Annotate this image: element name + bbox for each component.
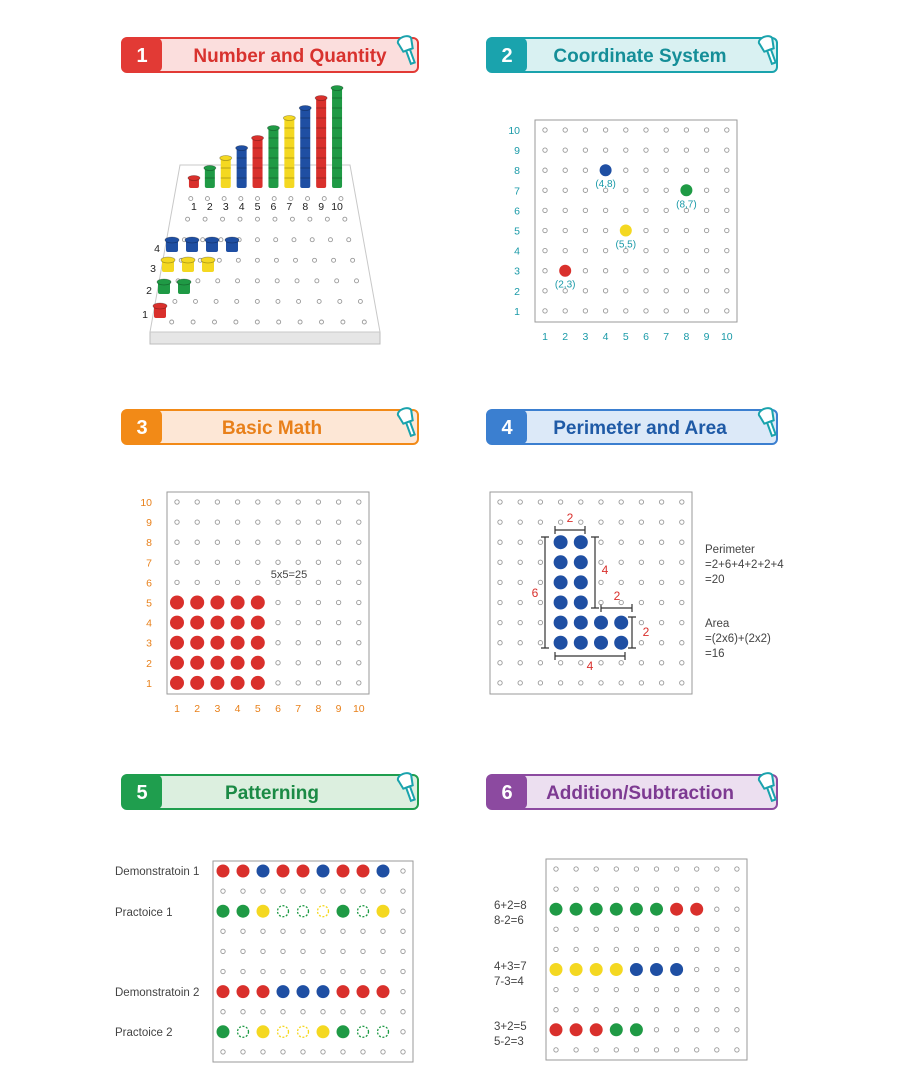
header-title: Perimeter and Area: [553, 418, 727, 439]
y-axis-label: 1: [514, 305, 520, 318]
peg-top: [331, 86, 343, 91]
y-axis-label: 8: [514, 165, 520, 178]
patterning-board: [115, 861, 413, 1062]
equation-label: 5x5=25: [270, 569, 308, 581]
pattern-peg: [377, 985, 390, 998]
counting-peg: [590, 1023, 603, 1036]
counting-peg: [550, 1023, 563, 1036]
counting-peg: [590, 963, 603, 976]
header-4: [487, 406, 780, 444]
counting-peg: [610, 903, 623, 916]
peg-top: [161, 257, 175, 263]
y-axis-label: 5: [146, 597, 152, 610]
peg-top: [204, 166, 216, 171]
pattern-peg: [217, 865, 230, 878]
math-peg: [231, 636, 245, 650]
pattern-peg: [257, 865, 270, 878]
row-label: 2: [146, 285, 152, 297]
counting-peg: [670, 903, 683, 916]
y-axis-label: 7: [514, 185, 520, 198]
counting-peg: [570, 963, 583, 976]
header-title: Patterning: [225, 783, 319, 804]
x-axis-label: 10: [352, 703, 365, 715]
x-axis-label: 7: [295, 703, 302, 715]
area-peg: [614, 616, 628, 630]
x-axis-label: 9: [335, 703, 342, 715]
math-peg: [231, 676, 245, 690]
area-peg: [594, 616, 608, 630]
y-axis-label: 9: [146, 517, 152, 530]
header-number: 1: [136, 45, 148, 67]
header-title: Coordinate System: [553, 46, 727, 67]
peg-top: [267, 126, 279, 131]
area-peg: [574, 555, 588, 569]
stack-label: 2: [206, 201, 213, 213]
y-axis-label: 10: [140, 497, 152, 509]
stack-label: 5: [254, 201, 261, 213]
counting-peg: [690, 903, 703, 916]
stack-label: 7: [286, 201, 293, 213]
header-6: [487, 771, 780, 809]
y-axis-label: 10: [508, 125, 520, 137]
peg-top: [236, 146, 248, 151]
counting-peg: [630, 1023, 643, 1036]
perimeter-title: Perimeter: [705, 544, 755, 556]
coordinate-point: [620, 225, 632, 237]
pattern-peg: [217, 985, 230, 998]
area-peg: [554, 535, 568, 549]
stack-label: 8: [302, 201, 309, 213]
area-title: Area: [705, 618, 730, 630]
board: [535, 120, 737, 322]
y-axis-label: 3: [146, 637, 152, 650]
perimeter-area-board: [490, 492, 784, 694]
math-peg: [210, 656, 224, 670]
peg-stack: [253, 138, 263, 188]
math-peg: [251, 676, 265, 690]
y-axis-label: 6: [146, 577, 152, 590]
counting-peg: [590, 903, 603, 916]
peg-top: [165, 237, 179, 243]
counting-peg: [630, 903, 643, 916]
dim-left: 6: [531, 586, 539, 600]
dim-inner: 4: [601, 563, 609, 577]
x-axis-label: 5: [622, 331, 629, 343]
x-axis-label: 5: [254, 703, 261, 715]
header-2: [487, 34, 780, 72]
pattern-peg: [357, 865, 370, 878]
pattern-peg: [317, 985, 330, 998]
header-title: Addition/Subtraction: [546, 783, 734, 804]
area-peg: [554, 636, 568, 650]
row-label: 3: [150, 263, 156, 275]
math-peg: [190, 596, 204, 610]
equation-line: 8-2=6: [494, 915, 524, 927]
pattern-peg: [297, 985, 310, 998]
stack-label: 1: [191, 201, 197, 213]
math-peg: [170, 676, 184, 690]
point-label: (8,7): [676, 199, 697, 211]
area-peg: [574, 636, 588, 650]
peg-top: [220, 156, 232, 161]
x-axis-label: 4: [234, 703, 241, 715]
header-title: Basic Math: [221, 418, 323, 439]
math-peg: [170, 596, 184, 610]
peg-top: [157, 279, 171, 285]
peg-stack: [221, 158, 231, 188]
point-label: (5,5): [615, 239, 637, 251]
area-peg: [574, 596, 588, 610]
peg-top: [185, 237, 199, 243]
y-axis-label: 6: [514, 205, 520, 218]
x-axis-label: 1: [174, 703, 180, 715]
coordinate-point: [559, 265, 571, 277]
board-side: [150, 332, 380, 344]
pattern-peg: [337, 905, 350, 918]
stack-label: 9: [318, 201, 325, 213]
counting-peg: [610, 1023, 623, 1036]
stack-label: 10: [331, 201, 343, 213]
math-peg: [231, 616, 245, 630]
counting-peg: [650, 963, 663, 976]
math-peg: [170, 636, 184, 650]
equation-line: 6+2=8: [494, 900, 527, 912]
math-peg: [210, 636, 224, 650]
counting-peg: [650, 903, 663, 916]
peg-top: [225, 237, 239, 243]
area-peg: [594, 636, 608, 650]
math-peg: [251, 616, 265, 630]
perimeter-result: =20: [705, 574, 725, 586]
y-axis-label: 1: [146, 677, 152, 690]
stack-label: 6: [270, 201, 277, 213]
x-axis-label: 3: [214, 703, 221, 715]
peg-top: [177, 279, 191, 285]
peg-top: [188, 176, 200, 181]
pattern-peg: [217, 905, 230, 918]
header-3: [122, 406, 419, 444]
math-peg: [170, 616, 184, 630]
number-quantity-board: [142, 86, 380, 345]
x-axis-label: 1: [542, 331, 548, 343]
area-result: =16: [705, 648, 725, 660]
area-peg: [554, 596, 568, 610]
peg-stack: [316, 98, 326, 188]
stack-label: 4: [238, 201, 245, 213]
coordinate-board: [508, 120, 737, 343]
peg-top: [283, 116, 295, 121]
pattern-peg: [337, 985, 350, 998]
peg-top: [181, 257, 195, 263]
math-peg: [251, 636, 265, 650]
math-peg: [190, 636, 204, 650]
math-peg: [210, 596, 224, 610]
pattern-peg: [317, 865, 330, 878]
counting-peg: [670, 963, 683, 976]
dim-step-right: 2: [642, 625, 650, 639]
counting-peg: [610, 963, 623, 976]
math-peg: [210, 676, 224, 690]
equation-line: 5-2=3: [494, 1036, 524, 1048]
x-axis-label: 3: [582, 331, 589, 343]
area-peg: [574, 535, 588, 549]
x-axis-label: 10: [720, 331, 733, 343]
pattern-peg: [257, 1025, 270, 1038]
x-axis-label: 4: [602, 331, 609, 343]
header-5: [122, 771, 419, 809]
peg-top: [315, 96, 327, 101]
pattern-peg: [257, 985, 270, 998]
pattern-peg: [317, 1025, 330, 1038]
area-formula: =(2x6)+(2x2): [705, 633, 771, 645]
y-axis-label: 3: [514, 265, 520, 278]
dim-step: 2: [613, 589, 621, 603]
peg-top: [201, 257, 215, 263]
header-number: 2: [501, 45, 513, 67]
addition-subtraction-board: [494, 859, 747, 1060]
equation-line: 3+2=5: [494, 1021, 527, 1033]
peg-top: [299, 106, 311, 111]
header-number: 6: [501, 782, 513, 804]
counting-peg: [570, 903, 583, 916]
pattern-peg: [337, 865, 350, 878]
point-label: (4,8): [595, 179, 616, 191]
counting-peg: [550, 903, 563, 916]
pattern-peg: [237, 985, 250, 998]
pattern-peg: [377, 865, 390, 878]
y-axis-label: 7: [146, 557, 152, 570]
row-label: Practoice 2: [115, 1027, 173, 1039]
area-peg: [554, 616, 568, 630]
stack-label: 3: [222, 201, 229, 213]
math-peg: [190, 616, 204, 630]
math-peg: [170, 656, 184, 670]
x-axis-label: 8: [683, 331, 690, 343]
row-label: Demonstratoin 2: [115, 987, 200, 999]
x-axis-label: 6: [643, 331, 649, 343]
y-axis-label: 5: [514, 225, 520, 238]
coordinate-point: [600, 164, 612, 176]
math-peg: [231, 596, 245, 610]
counting-peg: [570, 1023, 583, 1036]
x-axis-label: 7: [663, 331, 670, 343]
x-axis-label: 6: [275, 703, 281, 715]
row-label: Demonstratoin 1: [115, 866, 200, 878]
area-peg: [574, 616, 588, 630]
point-label: (2,3): [554, 279, 576, 291]
coordinate-point: [680, 184, 692, 196]
board-top: [150, 165, 380, 332]
peg-top: [252, 136, 264, 141]
peg-top: [205, 237, 219, 243]
area-peg: [554, 555, 568, 569]
pattern-peg: [237, 905, 250, 918]
header-number: 5: [136, 782, 148, 804]
row-label: Practoice 1: [115, 907, 173, 919]
math-peg: [190, 656, 204, 670]
header-title: Number and Quantity: [193, 46, 387, 67]
area-peg: [554, 575, 568, 589]
row-label: 4: [154, 243, 160, 255]
pattern-peg: [237, 865, 250, 878]
math-peg: [231, 656, 245, 670]
peg-top: [153, 303, 167, 309]
perimeter-formula: =2+6+4+2+2+4: [705, 559, 784, 571]
equation-line: 4+3=7: [494, 961, 527, 973]
row-label: 1: [142, 309, 148, 321]
x-axis-label: 2: [562, 331, 569, 343]
math-peg: [210, 616, 224, 630]
x-axis-label: 8: [315, 703, 322, 715]
pattern-peg: [277, 865, 290, 878]
x-axis-label: 2: [194, 703, 201, 715]
pattern-peg: [217, 1025, 230, 1038]
dim-bottom: 4: [586, 659, 594, 673]
header-number: 4: [501, 417, 513, 439]
basic-math-board: [140, 492, 369, 715]
pattern-peg: [357, 985, 370, 998]
y-axis-label: 8: [146, 537, 152, 550]
pattern-peg: [337, 1025, 350, 1038]
y-axis-label: 2: [146, 657, 152, 670]
x-axis-label: 9: [703, 331, 710, 343]
header-1: [122, 34, 419, 72]
pattern-peg: [257, 905, 270, 918]
area-peg: [614, 636, 628, 650]
math-peg: [190, 676, 204, 690]
pattern-peg: [277, 985, 290, 998]
y-axis-label: 4: [514, 245, 520, 258]
pattern-peg: [377, 905, 390, 918]
y-axis-label: 4: [146, 617, 152, 630]
header-number: 3: [136, 417, 148, 439]
math-peg: [251, 596, 265, 610]
board: [213, 861, 413, 1062]
pattern-peg: [297, 865, 310, 878]
area-peg: [574, 575, 588, 589]
counting-peg: [630, 963, 643, 976]
y-axis-label: 9: [514, 145, 520, 158]
math-peg: [251, 656, 265, 670]
counting-peg: [550, 963, 563, 976]
y-axis-label: 2: [514, 285, 520, 298]
dim-top: 2: [566, 511, 574, 525]
equation-line: 7-3=4: [494, 976, 524, 988]
